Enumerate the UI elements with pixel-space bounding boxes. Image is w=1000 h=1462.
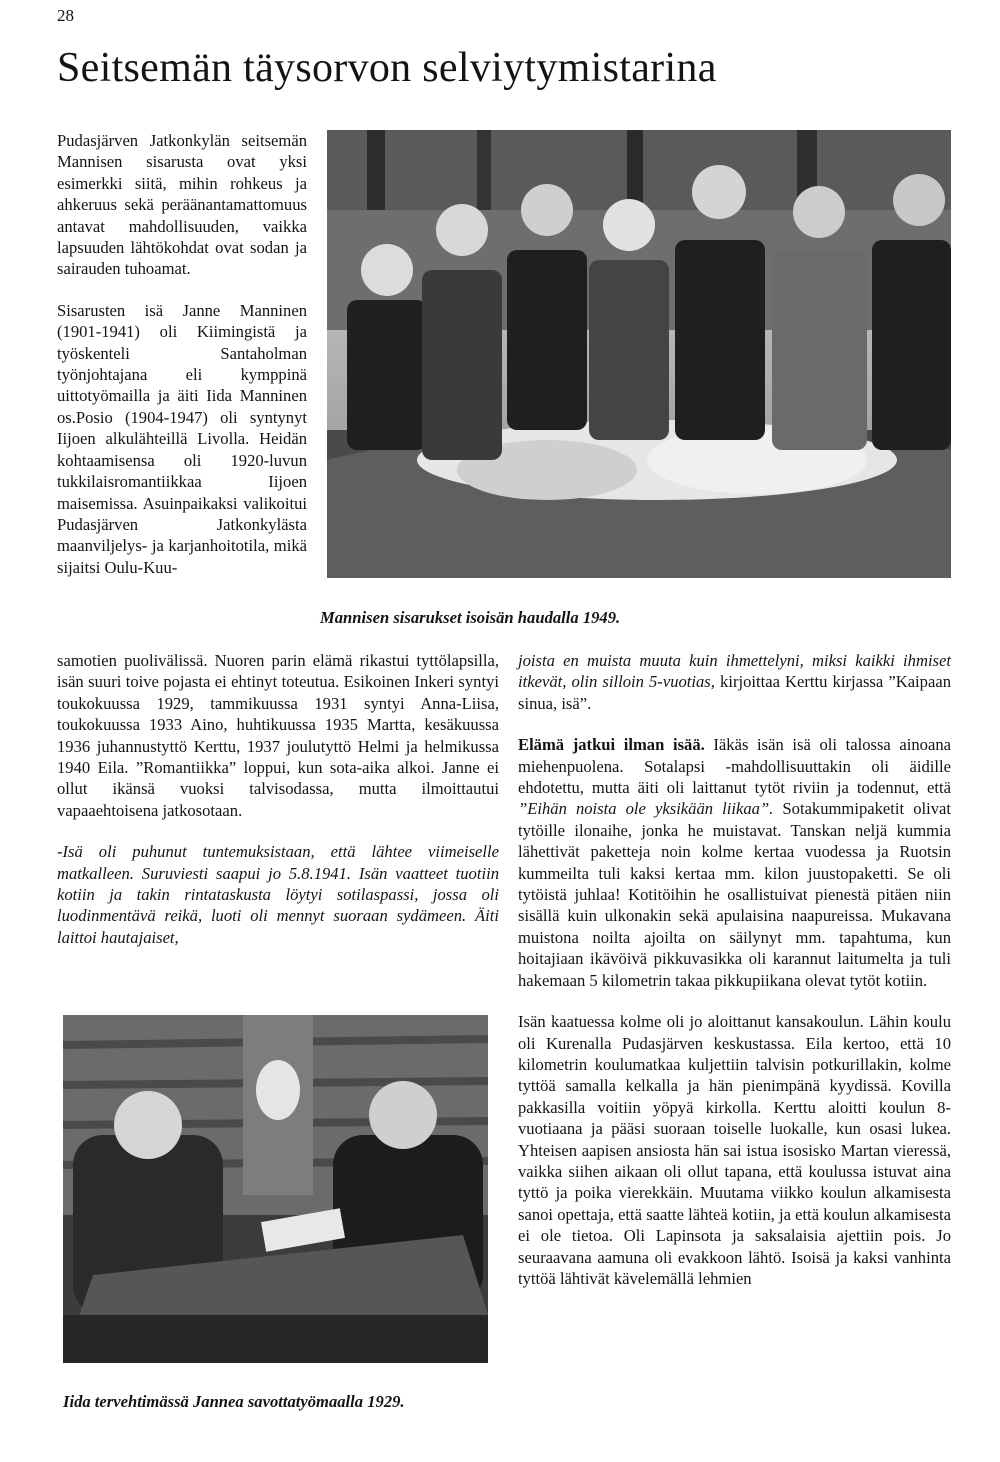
left-column-narrow xyxy=(57,130,307,578)
parents-paragraph: Sisarusten isä Janne Manninen (1901-1941) oli Kiimingistä ja työskenteli Santaholman työnjohtajana eli kymppinä uittotyömailla ja äiti Iida Manninen os.Posio (1904-1947) oli syntynyt Iijoen alkulähteillä Livolla. Heidän kohtaamisensa oli 1920-luvun tukkilaisromantiikkaa Iijoen maisemissa. Asuinpaikaksi valikoitui Pudasjärven Jatkonkylästa maanviljelys- ja karjanhoitotila, mikä sijaitsi Oulu-Kuu- xyxy=(57,300,307,577)
section-quote: ”Eihän noista ole yksikään liikaa”. xyxy=(518,799,774,819)
quote-continuation-plain: kirjoittaa Kerttu kirjassa ”Kaipaan sinua, isä”. xyxy=(518,672,951,713)
photo-iida-janne xyxy=(63,1015,488,1363)
section-text-2: Sotakummipaketit olivat tytöille ilonaihe, jonka he muistavat. Tanskan neljä kummia lähettivät paketteja noin kolme kertaa vuodessa ja Ruotsin kummeilta tuli kaksi kertaa mm. kilon juustopaketti. Se oli tytöistä juhlaa! Kotitöihin he osallistuivat pienestä pitäen niin sisällä kuin ulkonakin sekä apulaisina naapureissa. Mukavana muistona noilta ajoilta on säilynyt mm. tapahtuma, kun hoitajiaan ikävöivä pikkuvasikka oli karannut laitumelta ja tuli hakemaan 5 kilometrin takaa pikkupiikana olevat tytöt kotiin. xyxy=(518,799,951,990)
photo-sisters-grave xyxy=(327,130,951,578)
father-quote-paragraph: -Isä oli puhunut tuntemuksistaan, että lähtee viimeiselle matkalleen. Suruviesti saapui jo 5.8.1941. Isän vaatteet tuotiin kotiin ja takin rintataskusta löytyi sotilaspassi, jossa oli luodinmentävä reikä, luoti oli mennyt suoraan sydämeen. Äiti laittoi hautajaiset, xyxy=(57,842,499,947)
section-heading: Elämä jatkui ilman isää. xyxy=(518,735,705,755)
quote-continuation-italic: joista en muista muuta kuin ihmettelyni, miksi kaikki ihmiset itkevät, olin silloin 5-vuotias, xyxy=(518,651,951,692)
intro-paragraph: Pudasjärven Jatkonkylän seitsemän Mannisen sisarusta ovat yksi esimerkki siitä, mihin rohkeus ja ahkeruus sekä peräänantamattomuus antavat mahdollisuuden, vaikka lapsuuden lähtökohdat ovat sodan ja sairauden tuhoamat. xyxy=(57,131,307,279)
life-paragraph xyxy=(518,734,951,991)
article-title: Seitsemän täysorvon selviytymistarina xyxy=(57,45,717,91)
page-number: 28 xyxy=(57,6,74,25)
left-column-wide xyxy=(57,650,499,948)
caption-bottom-photo: Iida tervehtimässä Jannea savottatyömaalla 1929. xyxy=(63,1392,405,1411)
caption-top-photo: Mannisen sisarukset isoisän haudalla 1949. xyxy=(320,608,621,627)
school-paragraph: Isän kaatuessa kolme oli jo aloittanut kansakoulun. Lähin koulu oli Kurenalla Pudasjärven keskustassa. Eila kertoo, että 10 kilometrin koulumatkaa kuljettiin talvisin potkurillakin, kolme tyttöä samalla kelkalla ja hän pienimpänä kyydissä. Kovilla pakkasilla voitiin yöpyä kirkolla. Kerttu aloitti koulun 8-vuotiaana ja pääsi suoraan toiselle luokalle, kun osasi lukea. Yhteisen aapisen ansiosta hän sai istua isosisko Martan vieressä, vaikka siihen aikaan oli ollut tapana, että koulussa istuvat aina tyttö ja poika vierekkäin. Muutama viikko koulun alkamisesta sanoi opettaja, että saatte lähteä kotiin, ja että koulun alkamisesta ei ole tietoa. Oli Lapinsota ja saksalaisia ajettiin pois. Jo seuraavana aamuna oli evakkoon lähtö. Isoisä ja kaksi vanhinta tyttöä lähtivät kävelemällä lehmien xyxy=(518,1012,951,1288)
children-paragraph: samotien puolivälissä. Nuoren parin elämä rikastui tyttölapsilla, isän suuri toive pojasta ei ehtinyt toteutua. Esikoinen Inkeri syntyi toukokuussa 1929, tammikuussa 1931 syntyi Anna-Liisa, toukokuussa 1933 Aino, huhtikuussa 1935 Martta, kesäkuussa 1936 juhannustyttö Kerttu, 1937 joulutyttö Helmi ja helmikussa 1940 Eila. ”Romantiikka” loppui, kun sota-aika alkoi. Janne ei ollut ikänsä vuoksi talvisodassa, mutta ilmoittautui vapaaehtoisena jatkosotaan. xyxy=(57,651,499,820)
quote-continuation xyxy=(518,650,951,714)
section-text-1: Iäkäs isän isä oli talossa ainoana miehenpuolena. Sotalapsi -mahdollisuuttakin oli äidille ehdotettu, mutta äiti oli laittanut tytöt riviin ja todennut, että xyxy=(518,735,951,798)
right-column xyxy=(518,650,951,1289)
